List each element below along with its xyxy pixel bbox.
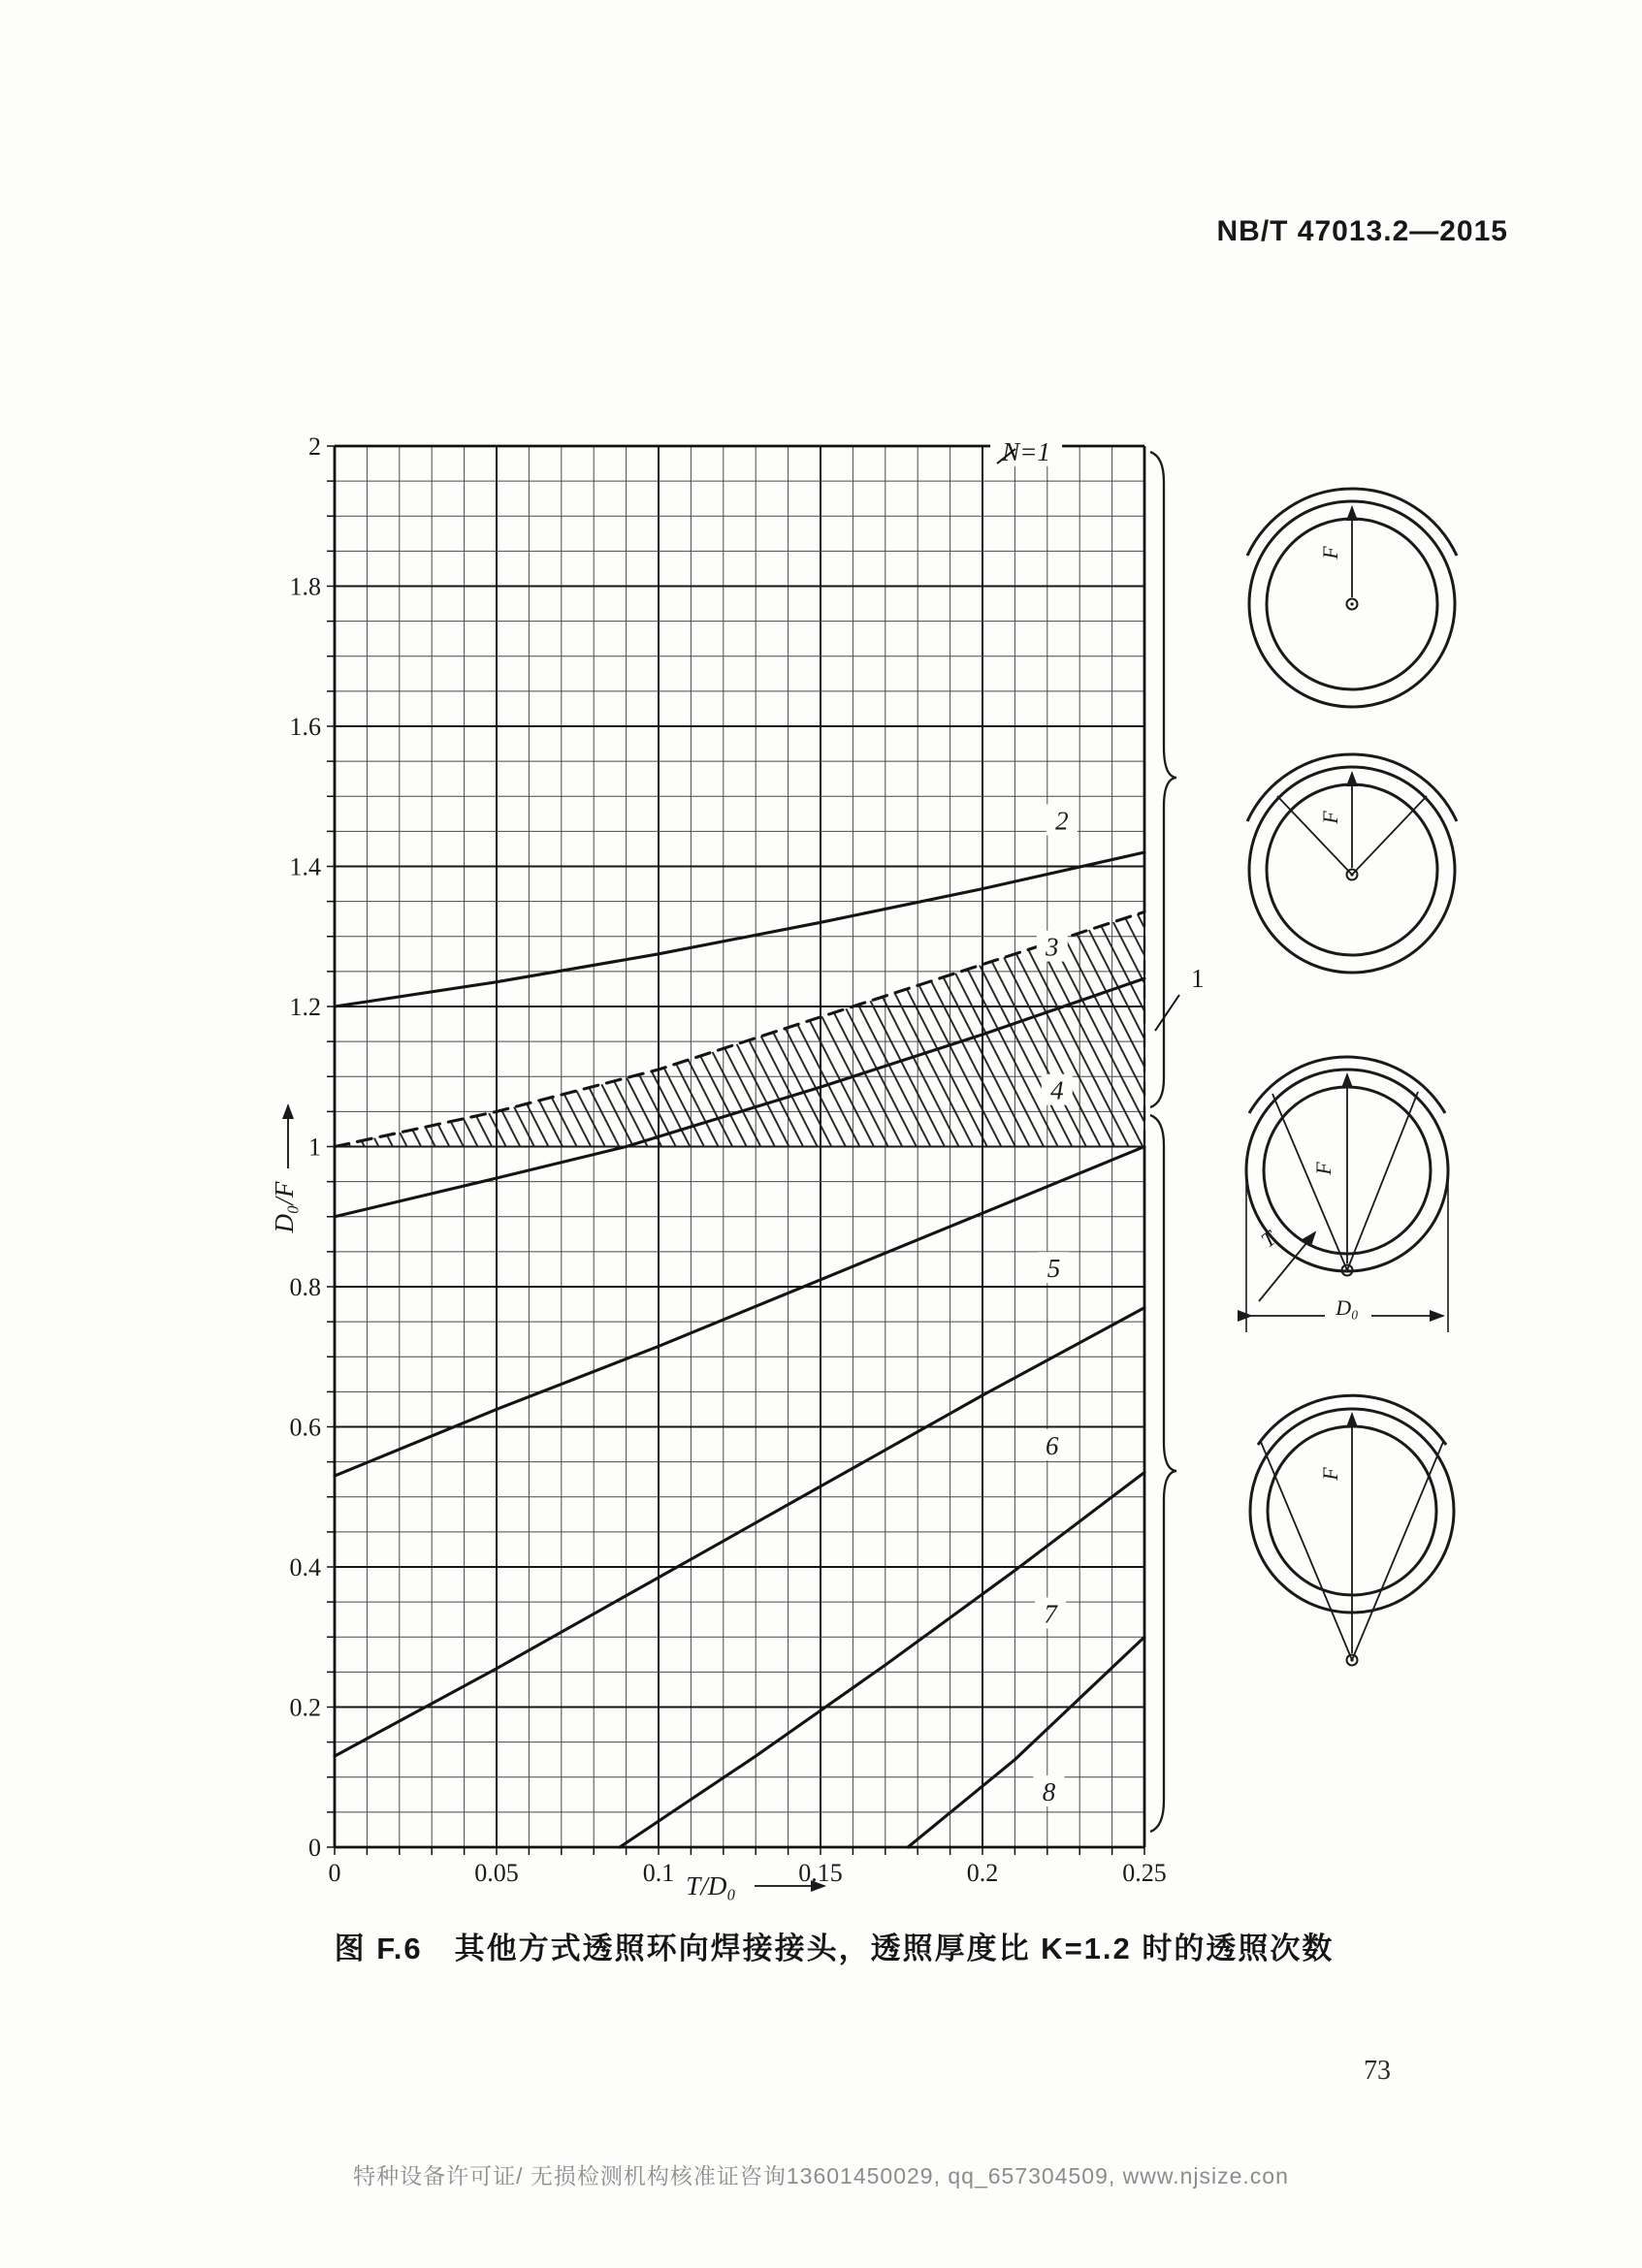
diagram-source-inside bbox=[1247, 754, 1457, 973]
svg-text:0: 0 bbox=[328, 1859, 341, 1887]
brace-upper bbox=[1150, 452, 1176, 1107]
x-axis-tick-labels bbox=[329, 1859, 1167, 1887]
svg-text:T/D₀: T/D₀ bbox=[686, 1871, 736, 1901]
svg-text:5: 5 bbox=[1046, 1254, 1061, 1284]
axis-ticks bbox=[327, 446, 1144, 1855]
svg-text:1.2: 1.2 bbox=[289, 993, 321, 1021]
y-axis-tick-labels bbox=[290, 432, 322, 1862]
svg-text:0.25: 0.25 bbox=[1122, 1859, 1167, 1887]
svg-text:0.15: 0.15 bbox=[798, 1859, 843, 1887]
footer-watermark: 特种设备许可证/ 无损检测机构核准证咨询13601450029, qq_657304509, www.njsize.con bbox=[353, 2163, 1289, 2188]
svg-text:0.6: 0.6 bbox=[289, 1413, 321, 1442]
figure-caption: 图 F.6 其他方式透照环向焊接接头，透照厚度比 K=1.2 时的透照次数 bbox=[334, 1932, 1335, 1965]
diagram-source-outside bbox=[1250, 1395, 1454, 1665]
svg-text:2: 2 bbox=[1055, 806, 1069, 836]
svg-text:D₀/F: D₀/F bbox=[270, 1181, 299, 1233]
svg-text:0.2: 0.2 bbox=[289, 1693, 321, 1722]
diagram-source-on-surface bbox=[1246, 1057, 1448, 1332]
zone-label-7 bbox=[1035, 1597, 1066, 1628]
curve-boundary-N6-N7 bbox=[620, 1472, 1144, 1847]
diagram-source-at-center bbox=[1247, 489, 1457, 707]
zone-label-4 bbox=[1042, 1074, 1073, 1105]
svg-text:1.6: 1.6 bbox=[289, 713, 321, 741]
zone-label-5 bbox=[1038, 1252, 1069, 1283]
chart-plot-area bbox=[270, 432, 1205, 1901]
svg-text:1.8: 1.8 bbox=[289, 572, 321, 601]
svg-text:0: 0 bbox=[308, 1834, 321, 1862]
standard-number: NB/T 47013.2—2015 bbox=[1216, 215, 1508, 247]
svg-text:0.05: 0.05 bbox=[474, 1859, 519, 1887]
brace-lower bbox=[1150, 1115, 1176, 1832]
f-dimension-label: F bbox=[1311, 1162, 1336, 1175]
t-dimension-label: T bbox=[1256, 1226, 1280, 1253]
svg-text:4: 4 bbox=[1050, 1075, 1064, 1105]
svg-text:7: 7 bbox=[1044, 1599, 1057, 1629]
zone-label-6 bbox=[1037, 1429, 1068, 1460]
zone-label-2 bbox=[1046, 805, 1078, 836]
f-dimension-label: F bbox=[1318, 811, 1342, 824]
f-dimension-label: F bbox=[1318, 1467, 1342, 1481]
svg-text:0.2: 0.2 bbox=[966, 1859, 999, 1887]
zone-label-8 bbox=[1033, 1775, 1064, 1806]
svg-text:2: 2 bbox=[308, 432, 321, 461]
y-axis-title bbox=[270, 1105, 299, 1233]
zone-label-N1 bbox=[990, 435, 1062, 466]
page-number: 73 bbox=[1364, 2056, 1391, 2086]
svg-text:3: 3 bbox=[1046, 932, 1059, 962]
svg-text:0.4: 0.4 bbox=[289, 1553, 321, 1581]
zone-label-3 bbox=[1037, 931, 1068, 962]
svg-text:8: 8 bbox=[1042, 1776, 1056, 1806]
f-dimension-label: F bbox=[1318, 546, 1342, 559]
hatch-band-callout bbox=[1155, 964, 1205, 1031]
svg-text:0.1: 0.1 bbox=[642, 1859, 675, 1887]
svg-text:6: 6 bbox=[1046, 1431, 1059, 1461]
svg-text:1: 1 bbox=[308, 1133, 321, 1162]
svg-text:1: 1 bbox=[1191, 964, 1205, 993]
svg-text:1.4: 1.4 bbox=[289, 852, 321, 881]
svg-text:0.8: 0.8 bbox=[289, 1273, 321, 1301]
svg-text:N=1: N=1 bbox=[1002, 436, 1050, 466]
d0-dimension-label: D₀ bbox=[1336, 1295, 1359, 1320]
